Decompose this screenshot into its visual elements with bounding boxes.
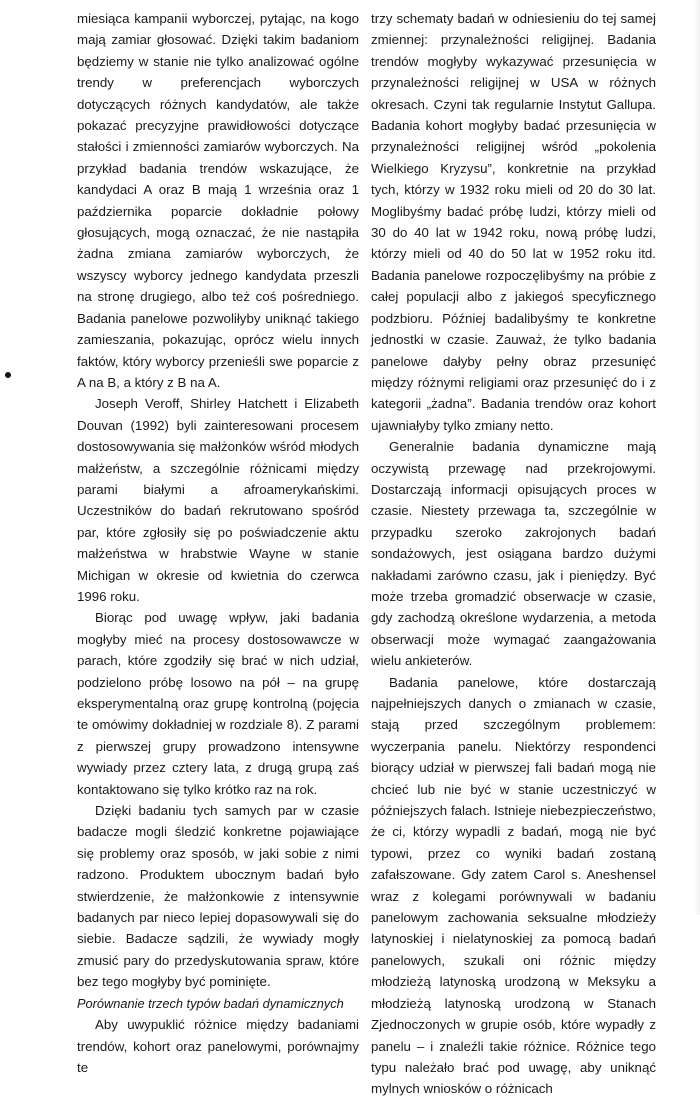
paragraph: Dzięki badaniu tych samych par w czasie badacze mogli śledzić konkretne pojawiające się problemy oraz sposób, w jaki sobie z nimi radzono. Produktem ubocznym badań było stwierdzenie, że małżonkowie z intensywnie badanych par nieco lepiej dopasowywali się do siebie. Badacze sądzili, że wywiady mogły zmusić pary do przedyskutowania spraw, które bez tego mogłyby być pominięte. bbox=[77, 803, 359, 990]
paragraph: Aby uwypuklić różnice między badaniami trendów, kohort oraz panelowymi, porównajmy te bbox=[77, 1017, 359, 1075]
margin-dot bbox=[5, 372, 11, 378]
right-column bbox=[371, 8, 656, 1100]
paragraph: miesiąca kampanii wyborczej, pytając, na kogo mają zamiar głosować. Dzięki takim badaniom będziemy w stanie nie tylko analizować ogólne trendy w preferencjach wyborczych dotyczących różnych kandydatów, ale także pokazać precyzyjne prawidłowości dotyczące stałości i zmienności zamiarów wyborczych. Na przykład badania trendów wskazujące, że kandydaci A oraz B mają 1 września oraz 1 października poparcie dokładnie połowy głosujących, mogą oznaczać, że nie nastąpiła żadna zmiana zamiarów wyborczych, że wszyscy wyborcy jednego kandydata przeszli na stronę drugiego, albo też coś pośredniego. Badania panelowe pozwoliłyby uniknąć takiego zamieszania, pokazując, oprócz wielu innych faktów, który wyborcy przenieśli swe poparcie z A na B, a który z B na A. bbox=[77, 11, 359, 390]
paragraph: Generalnie badania dynamiczne mają oczywistą przewagę nad przekrojowymi. Dostarczają informacji opisujących proces w czasie. Niestety przewaga ta, szczególnie w przypadku szeroko zakrojonych badań sondażowych, jest osiągana bardzo dużymi nakładami zarówno czasu, jak i pieniędzy. Być może trzeba gromadzić obserwacje w czasie, gdy zachodzą określone wydarzenia, a metoda obserwacji może wymagać zaangażowania wielu ankieterów. bbox=[371, 439, 656, 669]
scan-shadow bbox=[694, 0, 700, 915]
left-column bbox=[77, 8, 359, 1078]
paragraph: Badania panelowe, które dostarczają najpełniejszych danych o zmianach w czasie, stają przed szczególnym problemem: wyczerpania panelu. Niektórzy respondenci biorący udział w pierwszej fali badań mogą nie chcieć lub nie być w stanie uczestniczyć w późniejszych falach. Istnieje niebezpieczeństwo, że ci, którzy wypadli z badań, mogą nie być typowi, przez co wyniki badań zostaną zafałszowane. Gdy zatem Carol s. Aneshensel wraz z kolegami porównywali w badaniu panelowym zachowania seksualne młodzieży latynoskiej i nielatynoskiej za pomocą badań panelowych, szukali oni różnic między młodzieżą latynoską urodzoną w Meksyku a młodzieżą latynoską urodzoną w Stanach Zjednoczonych w grupie osób, które wypadły z panelu – i znaleźli takie różnice. Różnice tego typu należało brać pod uwagę, aby uniknąć mylnych wniosków o różnicach bbox=[371, 674, 656, 1097]
paragraph: trzy schematy badań w odniesieniu do tej samej zmiennej: przynależności religijnej. Badania trendów mogłyby wykazywać przesunięcia w przynależności religijnej w USA w różnych okresach. Czyni tak regularnie Instytut Gallupa. Badania kohort mogłyby badać przesunięcia w przynależności religijnej wśród „pokolenia Wielkiego Kryzysu”, konkretnie na przykład tych, którzy w 1932 roku mieli od 20 do 30 lat. Moglibyśmy badać próbę ludzi, którzy mieli od 30 do 40 lat w 1942 roku, nową próbę ludzi, którzy mieli od 40 do 50 lat w 1952 roku itd. Badania panelowe rozpoczęlibyśmy na próbie z całej populacji albo z jakiegoś specyficznego podzbioru. Później badalibyśmy te konkretne jednostki w czasie. Zauważ, że tylko badania panelowe dałyby pełny obraz przesunięć między różnymi religiami oraz przesunięć do i z kategorii „żadna”. Badania trendów oraz kohort ujawniałyby tylko zmiany netto. bbox=[371, 11, 656, 433]
section-heading: Porównanie trzech typów badań dynamicznych bbox=[77, 995, 344, 1011]
paragraph: Biorąc pod uwagę wpływ, jaki badania mogłyby mieć na procesy dostosowawcze w parach, które zgodziły się brać w nich udział, podzielono próbę losowo na pół – na grupę eksperymentalną oraz grupę kontrolną (pojęcia te omówimy dokładniej w rozdziale 8). Z parami z pierwszej grupy prowadzono intensywne wywiady przez cztery lata, z drugą grupą zaś kontaktowano się tylko krótko raz na rok. bbox=[77, 610, 359, 797]
paragraph: Joseph Veroff, Shirley Hatchett i Elizabeth Douvan (1992) byli zainteresowani procesem dostosowywania się małżonków wśród młodych małżeństw, a szczególnie różnicami między parami białymi a afroamerykańskimi. Uczestników do badań rekrutowano spośród par, które zgłosiły się po poświadczenie aktu małżeństwa w hrabstwie Wayne w stanie Michigan w okresie od kwietnia do czerwca 1996 roku. bbox=[77, 396, 359, 604]
